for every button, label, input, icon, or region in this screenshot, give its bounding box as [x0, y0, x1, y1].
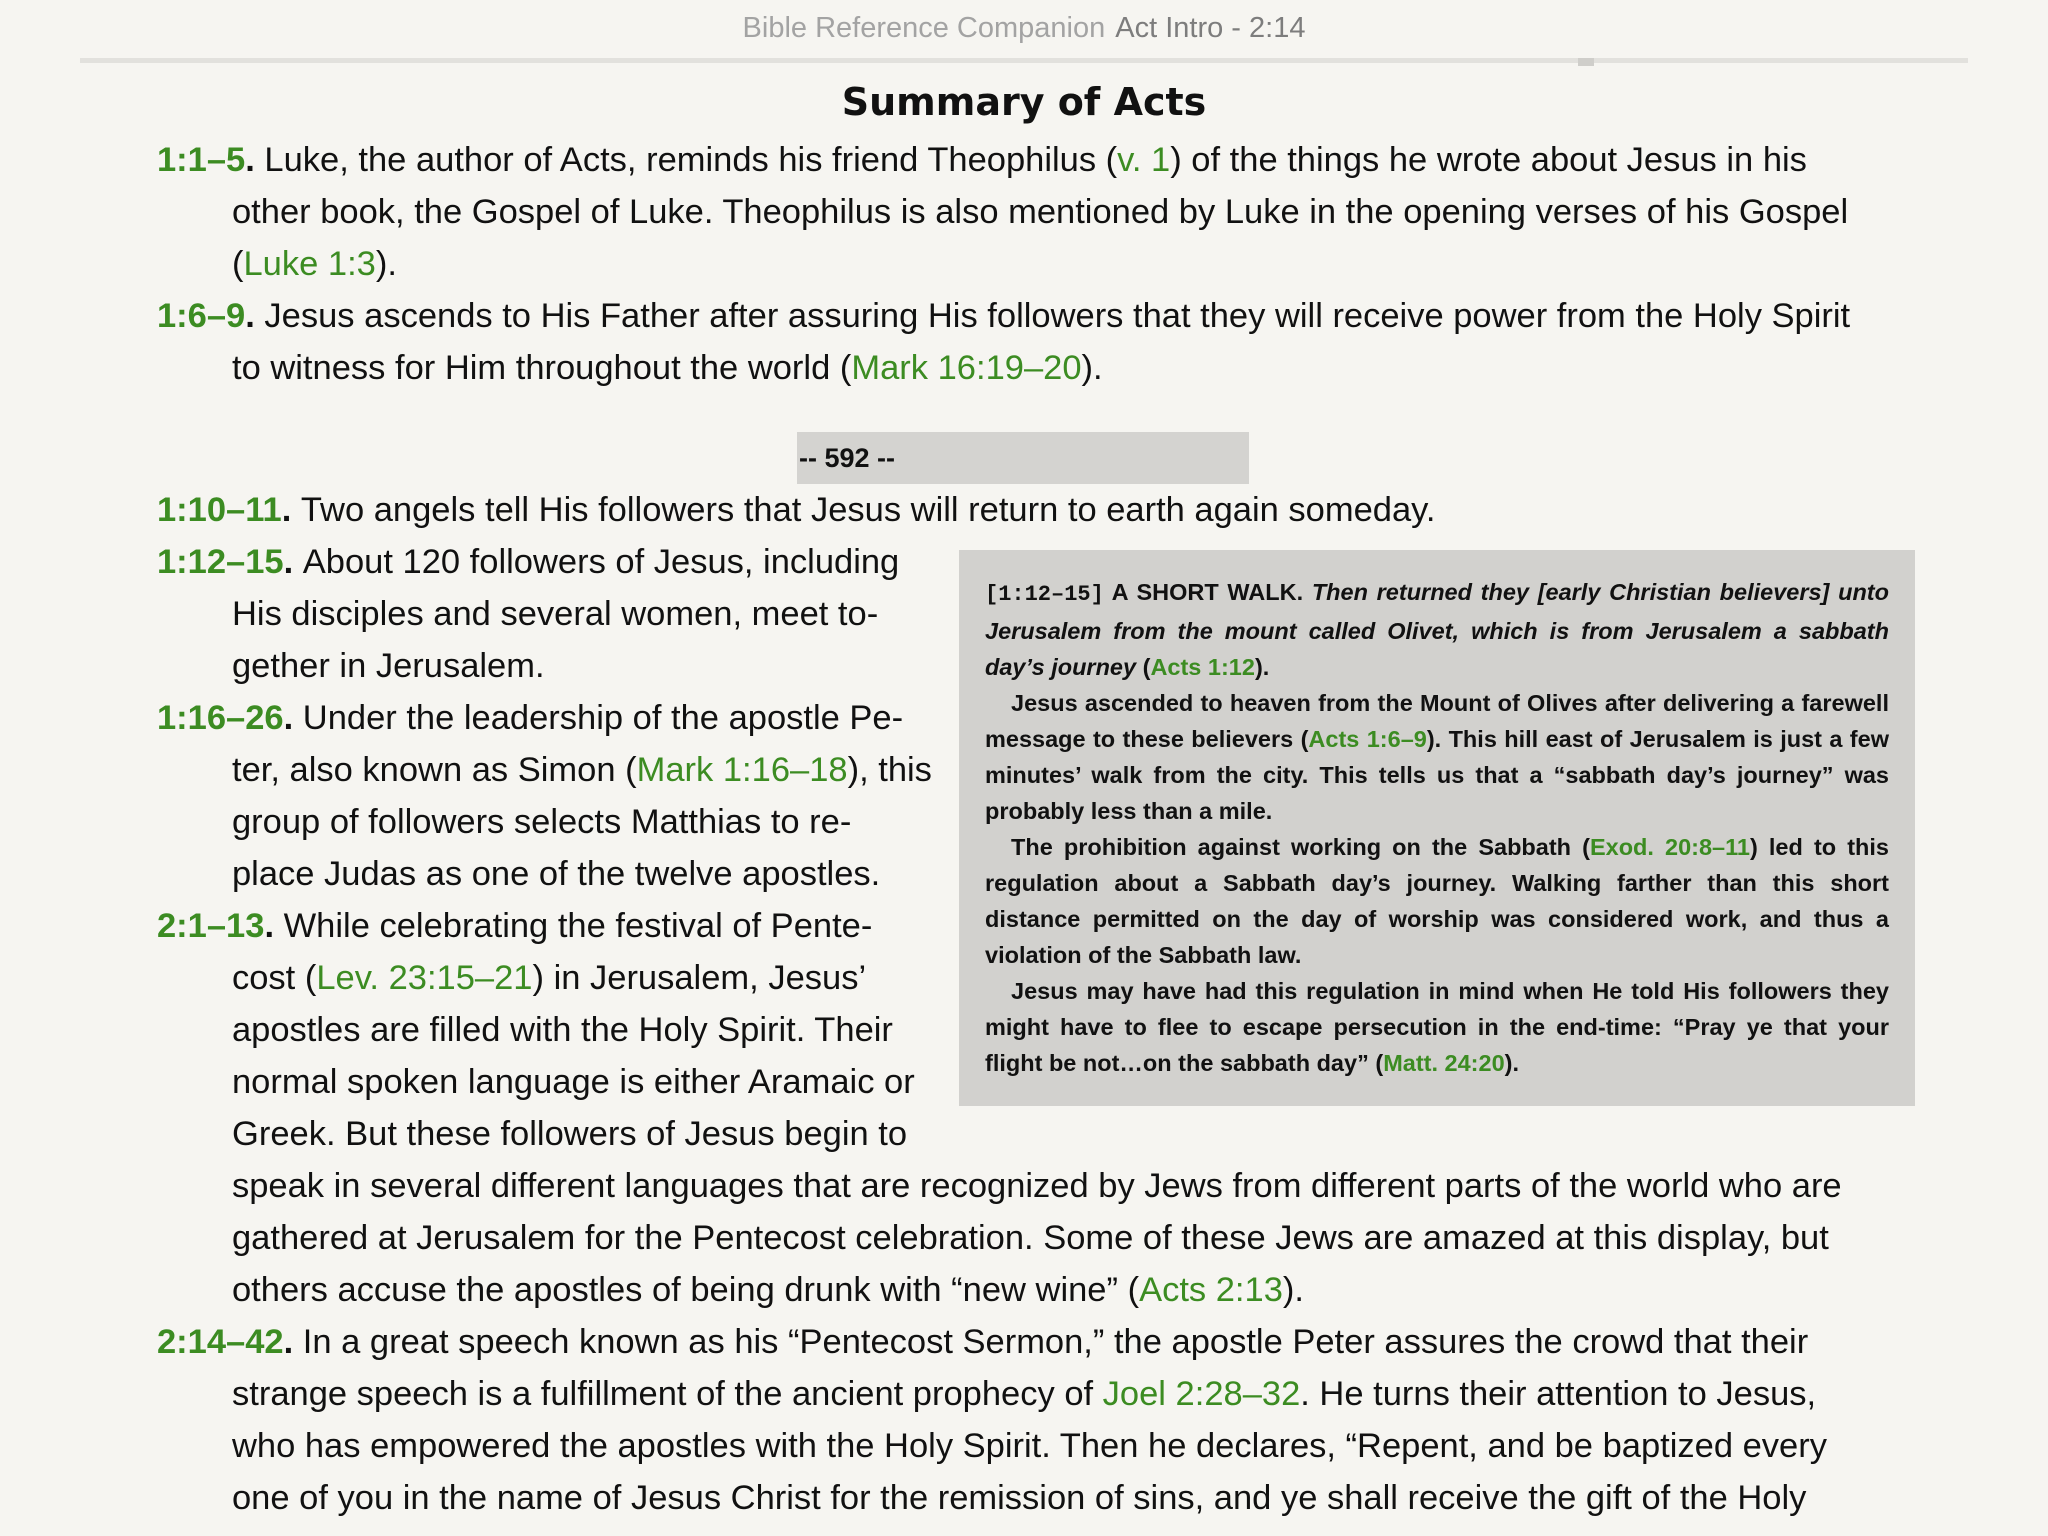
reference-period: . [281, 491, 301, 529]
entry-line [157, 1420, 1917, 1472]
entry-line [157, 134, 1917, 186]
entry-line [157, 1212, 1917, 1264]
entry-text: ) of the things he wrote about Jesus in his [1170, 141, 1807, 179]
scripture-link[interactable]: Mark 1:16–18 [636, 751, 848, 789]
entry-line [157, 692, 957, 744]
entry-text: ), this [847, 751, 932, 789]
sidebar-text: ) led to this regulation about a Sabbath day’s journey. Walking farther than this short distance permitted on the day of worship was considered work, and thus a violation of the Sabbath law. [985, 834, 1889, 968]
verse-reference[interactable]: 1:12–15 [157, 543, 284, 581]
entry-line [157, 1368, 1917, 1420]
entry-text: place Judas as one of the twelve apostles. [232, 855, 881, 893]
entry-text: ) in Jerusalem, Jesus’ [532, 959, 867, 997]
sidebar-title: A SHORT WALK. [1111, 579, 1304, 605]
entry-text: ). [1081, 349, 1103, 387]
entry-text: others accuse the apostles of being drunk with “new wine” ( [232, 1271, 1140, 1309]
entry-text: Two angels tell His followers that Jesus will return to earth again someday. [300, 491, 1436, 529]
sidebar-text: The prohibition against working on the Sabbath ( [1011, 834, 1590, 860]
reading-progress-thumb[interactable] [1578, 58, 1594, 66]
summary-entry [157, 536, 957, 692]
summary-entry [157, 134, 1917, 290]
entry-line [157, 1264, 1917, 1316]
verse-reference[interactable]: 2:14–42 [157, 1323, 284, 1361]
entry-line [157, 588, 957, 640]
entry-text: . He turns their attention to Jesus, [1300, 1375, 1817, 1413]
entry-text: In a great speech known as his “Pentecost Sermon,” the apostle Peter assures the crowd that their [302, 1323, 1809, 1361]
scripture-link[interactable]: Acts 1:6–9 [1308, 726, 1427, 752]
entry-text: other book, the Gospel of Luke. Theophilus is also mentioned by Luke in the opening verses of his Gospel [232, 193, 1849, 231]
book-title: Bible Reference Companion [742, 12, 1106, 44]
entry-line [157, 848, 957, 900]
entry-line [157, 1160, 1917, 1212]
entry-line [157, 1108, 1917, 1160]
entry-text: While celebrating the festival of Pente- [283, 907, 873, 945]
scripture-link[interactable]: Luke 1:3 [243, 245, 376, 283]
entry-text: gathered at Jerusalem for the Pentecost celebration. Some of these Jews are amazed at this display, but [232, 1219, 1829, 1257]
scripture-link[interactable]: Acts 2:13 [1139, 1271, 1283, 1309]
reference-period: . [283, 543, 303, 581]
summary-entry [157, 484, 1917, 536]
reading-progress-bar[interactable] [80, 58, 1968, 63]
entry-text: apostles are filled with the Holy Spirit. Their [232, 1011, 893, 1049]
entry-text: cost ( [232, 959, 317, 997]
sidebar-paragraph [985, 973, 1889, 1081]
page-number-marker [797, 432, 1249, 484]
sidebar-box [959, 550, 1915, 1106]
verse-reference[interactable]: 1:6–9 [157, 297, 246, 335]
entry-text: to witness for Him throughout the world ( [232, 349, 852, 387]
page-number-text: -- 592 -- [799, 443, 896, 473]
entry-text: Jesus ascends to His Father after assuring His followers that they will receive power from the Holy Spirit [264, 297, 1851, 335]
entry-text: one of you in the name of Jesus Christ for the remission of sins, and ye shall receive the gift of the Holy [232, 1479, 1807, 1517]
verse-reference[interactable]: 1:1–5 [157, 141, 246, 179]
page-content [0, 70, 2048, 1536]
entry-line [157, 536, 957, 588]
entry-line [157, 1316, 1917, 1368]
sidebar-text: Jesus ascended to heaven from the Mount of Olives after delivering a farewell message to these believers ( [985, 690, 1889, 752]
scripture-link[interactable]: Mark 16:19–20 [851, 349, 1082, 387]
entry-line [157, 744, 957, 796]
sidebar-text: ). This hill east of Jerusalem is just a few minutes’ walk from the city. This tells us that a “sabbath day’s journey” was probably less than a mile. [985, 726, 1889, 824]
entry-text: ). [1282, 1271, 1304, 1309]
entry-text: speak in several different languages that are recognized by Jews from different parts of the world who are [232, 1167, 1842, 1205]
entry-text: who has empowered the apostles with the Holy Spirit. Then he declares, “Repent, and be baptized every [232, 1427, 1827, 1465]
entry-line [157, 238, 1917, 290]
entry-text: About 120 followers of Jesus, including [302, 543, 900, 581]
sidebar-paragraph [985, 829, 1889, 973]
sidebar-intro: [1:12–15] A SHORT WALK. Then returned they [early Christian believers] unto Jerusalem from the mount called Olivet, which is from Jerusalem a sabbath day’s journey (Acts 1:12). [985, 579, 1889, 680]
entry-text: ). [375, 245, 397, 283]
entry-text: ter, also known as Simon ( [232, 751, 637, 789]
entry-text: gether in Jerusalem. [232, 647, 545, 685]
page-title: Summary of Acts [841, 80, 1207, 124]
entry-line [157, 186, 1917, 238]
entry-line [157, 484, 1917, 536]
entry-text: Under the leadership of the apostle Pe- [302, 699, 904, 737]
entry-text: Luke, the author of Acts, reminds his friend Theophilus ( [264, 141, 1118, 179]
reference-period: . [245, 141, 265, 179]
summary-entry [157, 1316, 1917, 1524]
sidebar-quote: Then returned they [early Christian believers] unto Jerusalem from the mount called Olivet, which is from Jerusalem a sabbath day’s journey [985, 579, 1889, 680]
sidebar-paragraph [985, 685, 1889, 829]
scripture-link[interactable]: v. 1 [1117, 141, 1171, 179]
sidebar-text: Jesus may have had this regulation in mind when He told His followers they might have to flee to escape persecution in the end-time: “Pray ye that your flight be not…on the sabbath day” ( [985, 978, 1889, 1076]
reader-header [0, 0, 2048, 56]
summary-entry [157, 290, 1917, 394]
scripture-link[interactable]: Acts 1:12 [1150, 654, 1255, 680]
entry-text: group of followers selects Matthias to re- [232, 803, 852, 841]
entry-text: Greek. But these followers of Jesus begin to [232, 1115, 908, 1153]
scripture-link[interactable]: Exod. 20:8–11 [1589, 834, 1750, 860]
entry-line [157, 1472, 1917, 1524]
scripture-link[interactable]: Matt. 24:20 [1383, 1050, 1505, 1076]
sidebar-label: [1:12–15] [985, 582, 1104, 607]
entry-line [157, 342, 1917, 394]
entry-line [157, 640, 957, 692]
entry-text: ( [232, 245, 244, 283]
entry-line [157, 290, 1917, 342]
entry-text: normal spoken language is either Aramaic or [232, 1063, 915, 1101]
entry-text: strange speech is a fulfillment of the ancient prophecy of [232, 1375, 1103, 1413]
sidebar-text: ). [1504, 1050, 1520, 1076]
verse-reference[interactable]: 1:10–11 [157, 491, 282, 529]
entry-text: His disciples and several women, meet to- [232, 595, 879, 633]
scripture-link[interactable]: Lev. 23:15–21 [316, 959, 533, 997]
reference-period: . [245, 297, 265, 335]
verse-reference[interactable]: 1:16–26 [157, 699, 284, 737]
reference-period: . [283, 699, 303, 737]
entry-line [157, 796, 957, 848]
scripture-link[interactable]: Joel 2:28–32 [1102, 1375, 1301, 1413]
verse-reference[interactable]: 2:1–13 [157, 907, 265, 945]
reference-period: . [264, 907, 284, 945]
summary-entry [157, 692, 957, 900]
reference-period: . [283, 1323, 303, 1361]
chapter-location: Act Intro - 2:14 [1115, 12, 1306, 44]
